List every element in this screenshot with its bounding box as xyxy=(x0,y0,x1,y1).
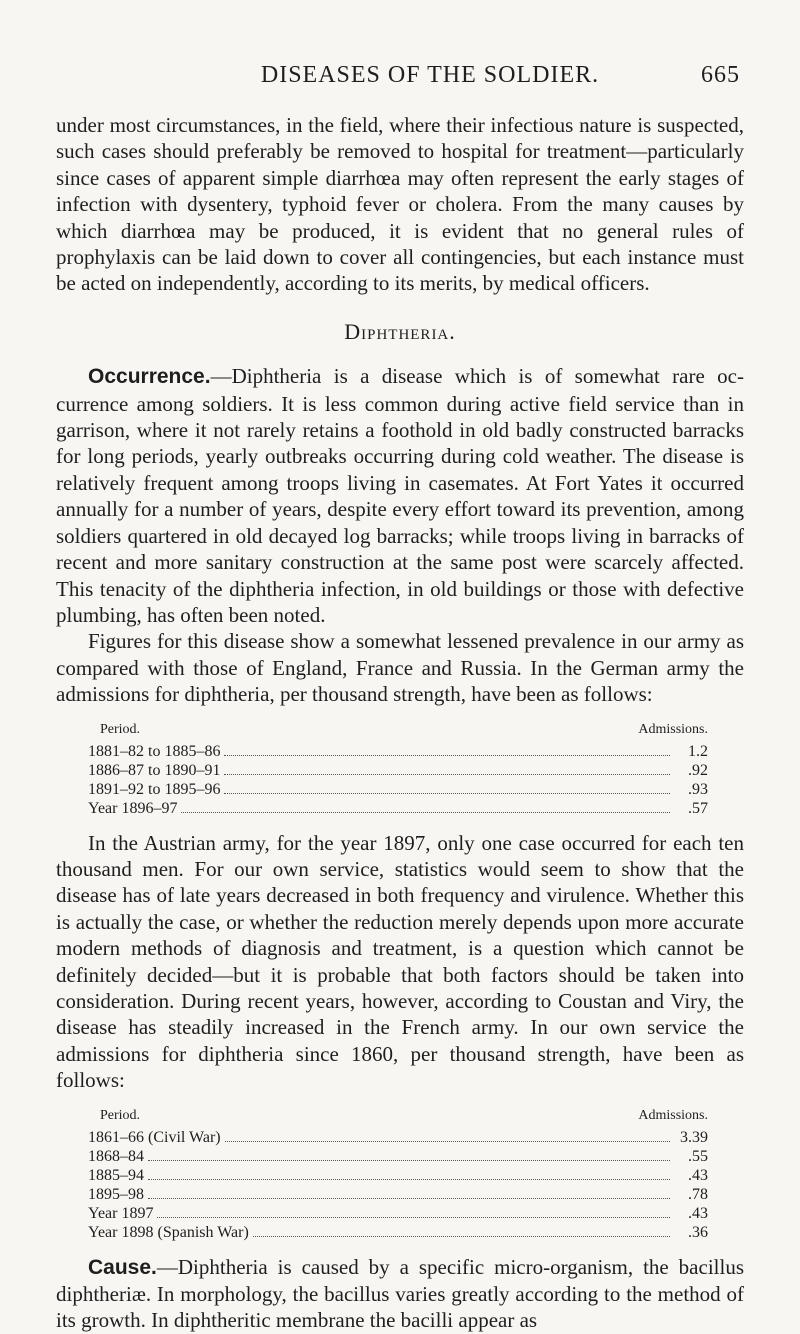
table-row xyxy=(88,1204,708,1223)
table-header xyxy=(88,1106,708,1128)
cause-paragraph xyxy=(56,1254,744,1334)
period-cell: Year 1896–97 xyxy=(88,799,178,817)
admissions-column-header: Admissions. xyxy=(638,1107,708,1123)
dot-leader xyxy=(225,1141,670,1142)
austrian-paragraph: In the Austrian army, for the year 1897, only one case occurred for each ten thousand men. For our own service, statistics would seem to show that the disease has of late years decreased in both frequency and virulence. Whether this is actually the case, or whether the reduction merely depends upon more accurate modern methods of diagnosis and treatment, is a question which cannot be definitely decided—but it is probable that both factors should be taken into consideration. During recent years, however, according to Coustan and Viry, the disease has steadily increased in the French army. In our own service the admissions for diphtheria since 1860, per thousand strength, have been as follows: xyxy=(56,830,744,1093)
period-cell: 1886–87 to 1890–91 xyxy=(88,761,221,779)
admissions-cell: 3.39 xyxy=(680,1128,708,1146)
dot-leader xyxy=(148,1179,670,1180)
body-text xyxy=(56,112,744,1334)
dot-leader xyxy=(224,793,670,794)
period-cell: 1895–98 xyxy=(88,1185,144,1203)
table-row xyxy=(88,761,708,780)
figures-paragraph: Figures for this disease show a somewhat lessened prevalence in our army as compared with those of England, France and Russia. In the German army the admissions for diphtheria, per thousand strength, have been as follows: xyxy=(56,629,744,707)
period-cell: 1891–92 to 1895–96 xyxy=(88,780,221,798)
period-cell: 1885–94 xyxy=(88,1166,144,1184)
running-head xyxy=(120,62,740,89)
table-row xyxy=(88,1223,708,1242)
dot-leader xyxy=(181,812,670,813)
table-row xyxy=(88,1166,708,1185)
dot-leader xyxy=(253,1236,670,1237)
admissions-cell: .43 xyxy=(688,1166,708,1184)
page-number: 665 xyxy=(701,62,740,88)
occurrence-label: Occurrence. xyxy=(88,365,211,389)
admissions-cell: 1.2 xyxy=(688,742,708,760)
table-row xyxy=(88,780,708,799)
admissions-column-header: Admissions. xyxy=(638,721,708,737)
german-admissions-table xyxy=(88,720,708,818)
running-title: DISEASES OF THE SOLDIER. xyxy=(260,62,600,88)
table-row xyxy=(88,799,708,818)
table-row xyxy=(88,1185,708,1204)
cause-text: —Diphtheria is caused by a specific micro-organism, the bacillus diphtheriæ. In morphology, the bacillus varies greatly according to the method of its growth. In diphtheritic membrane the bacilli appear as xyxy=(56,1254,744,1333)
dot-leader xyxy=(224,755,670,756)
table-row xyxy=(88,1147,708,1166)
period-column-header: Period. xyxy=(100,1107,141,1123)
period-cell: Year 1898 (Spanish War) xyxy=(88,1223,249,1241)
section-heading: Diphtheria. xyxy=(344,318,456,344)
dot-leader xyxy=(148,1160,670,1161)
table-header xyxy=(88,720,708,742)
occurrence-paragraph xyxy=(56,363,744,628)
table-row xyxy=(88,1128,708,1147)
intro-paragraph: under most circumstances, in the field, where their infectious nature is suspected, such cases should preferably be removed to hospital for treatment—particularly since cases of apparent simple diarrhœa may often represent the early stages of infection with dysentery, typhoid fever or cholera. From the many causes by which diarrhœa may be produced, it is evident that no general rules of prophylaxis can be laid down to cover all contingencies, but each instance must be acted on independently, according to its merits, by medical officers. xyxy=(56,113,744,296)
period-cell: Year 1897 xyxy=(88,1204,154,1222)
period-cell: 1868–84 xyxy=(88,1147,144,1165)
period-cell: 1881–82 to 1885–86 xyxy=(88,742,221,760)
admissions-cell: .57 xyxy=(688,799,708,817)
occurrence-text: —Diphtheria is a disease which is of somewhat rare occurrence among soldiers. It is less common during active field service than in garrison, where it not rarely retains a foothold in old badly constructed barracks for long periods, yearly outbreaks occurring during cold weather. The disease is relatively frequent among troops living in casemates. At Fort Yates it occurred annually for a number of years, despite every effort toward its prevention, among soldiers quartered in old decayed log barracks; while troops living in barracks of recent and more sanitary construction at the same post were scarcely affected. This tenacity of the diphtheria infection, in old buildings or those with defective plumbing, has often been noted. xyxy=(56,364,744,627)
admissions-cell: .55 xyxy=(688,1147,708,1165)
admissions-cell: .93 xyxy=(688,780,708,798)
table-row xyxy=(88,742,708,761)
cause-label: Cause. xyxy=(88,1255,157,1279)
admissions-cell: .78 xyxy=(688,1185,708,1203)
dot-leader xyxy=(224,774,670,775)
period-column-header: Period. xyxy=(100,721,141,737)
dot-leader xyxy=(157,1217,670,1218)
us-admissions-table xyxy=(88,1106,708,1242)
admissions-cell: .43 xyxy=(688,1204,708,1222)
period-cell: 1861–66 (Civil War) xyxy=(88,1128,221,1146)
dot-leader xyxy=(148,1198,670,1199)
admissions-cell: .36 xyxy=(688,1223,708,1241)
admissions-cell: .92 xyxy=(688,761,708,779)
